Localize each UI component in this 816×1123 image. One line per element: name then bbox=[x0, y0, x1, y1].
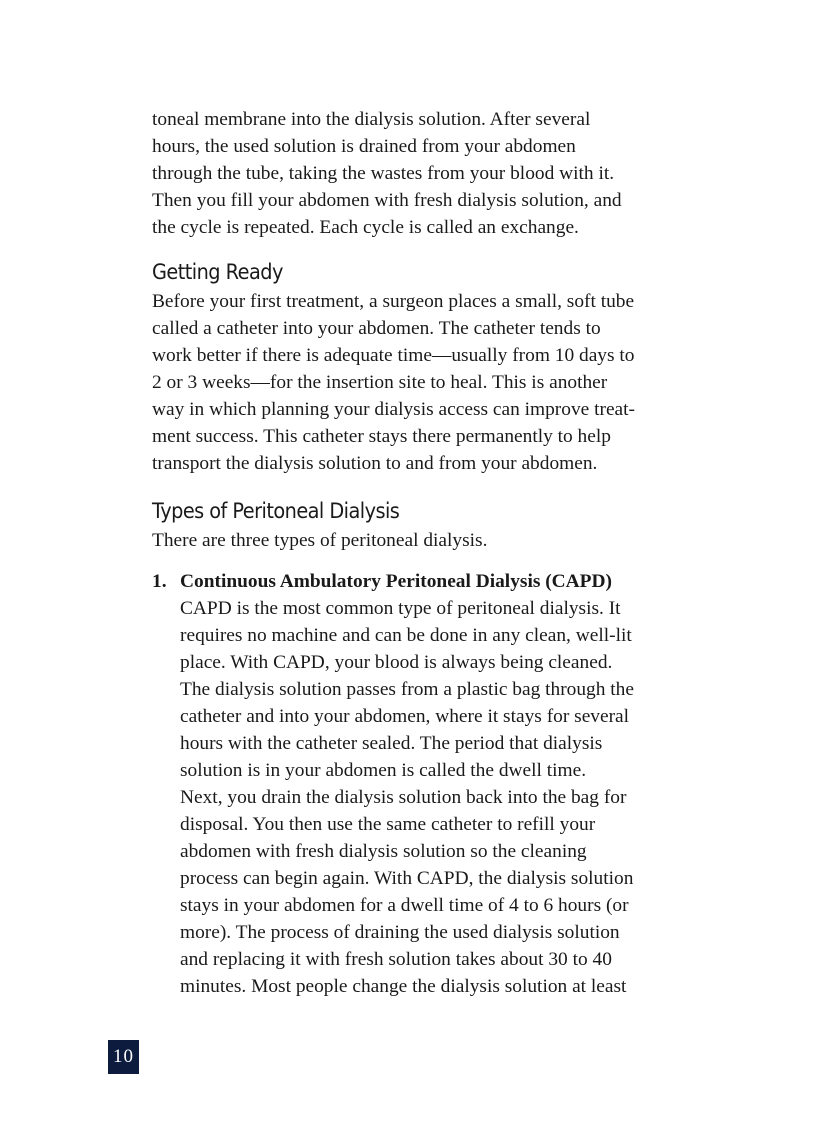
paragraph-line: and replacing it with fresh solution takes about 30 to 40 bbox=[180, 949, 612, 970]
getting-ready-paragraph bbox=[152, 288, 672, 477]
paragraph-line: Next, you drain the dialysis solution back into the bag for bbox=[180, 787, 627, 808]
paragraph-line: the cycle is repeated. Each cycle is called an exchange. bbox=[152, 217, 579, 238]
paragraph-line: stays in your abdomen for a dwell time of 4 to 6 hours (or bbox=[180, 895, 629, 916]
paragraph-line: The dialysis solution passes from a plastic bag through the bbox=[180, 679, 634, 700]
paragraph-line: called a catheter into your abdomen. The catheter tends to bbox=[152, 318, 601, 339]
paragraph-line: solution is in your abdomen is called the dwell time. bbox=[180, 760, 587, 781]
paragraph-line: requires no machine and can be done in any clean, well-lit bbox=[180, 625, 632, 646]
paragraph-line: hours, the used solution is drained from your abdomen bbox=[152, 136, 576, 157]
section-heading-types: Types of Peritoneal Dialysis bbox=[152, 499, 400, 523]
paragraph-line: transport the dialysis solution to and from your abdomen. bbox=[152, 453, 598, 474]
paragraph-line: place. With CAPD, your blood is always being cleaned. bbox=[180, 652, 613, 673]
paragraph-line: 2 or 3 weeks—for the insertion site to heal. This is another bbox=[152, 372, 608, 393]
paragraph-line: abdomen with fresh dialysis solution so the cleaning bbox=[180, 841, 587, 862]
list-item-body bbox=[180, 568, 672, 1000]
text-column bbox=[152, 106, 672, 1000]
types-intro bbox=[152, 527, 672, 554]
section-heading-getting-ready: Getting Ready bbox=[152, 260, 283, 284]
list-item-capd bbox=[152, 568, 672, 1000]
page-number-badge: 10 bbox=[108, 1040, 139, 1074]
paragraph-line: minutes. Most people change the dialysis solution at least bbox=[180, 976, 627, 997]
list-item-paragraph bbox=[180, 595, 672, 1000]
paragraph-line: through the tube, taking the wastes from your blood with it. bbox=[152, 163, 615, 184]
continuation-paragraph bbox=[152, 106, 672, 241]
paragraph-line: CAPD is the most common type of peritoneal dialysis. It bbox=[180, 598, 621, 619]
paragraph-line: ment success. This catheter stays there permanently to help bbox=[152, 426, 611, 447]
paragraph-line: disposal. You then use the same catheter to refill your bbox=[180, 814, 596, 835]
paragraph-line: way in which planning your dialysis access can improve treat- bbox=[152, 399, 636, 420]
numbered-list bbox=[152, 568, 672, 1000]
paragraph-line: Then you fill your abdomen with fresh dialysis solution, and bbox=[152, 190, 622, 211]
paragraph-line: more). The process of draining the used dialysis solution bbox=[180, 922, 620, 943]
paragraph-line: process can begin again. With CAPD, the dialysis solution bbox=[180, 868, 634, 889]
paragraph-line: Before your first treatment, a surgeon places a small, soft tube bbox=[152, 291, 635, 312]
paragraph-line: There are three types of peritoneal dialysis. bbox=[152, 530, 488, 551]
list-item-title: Continuous Ambulatory Peritoneal Dialysis (CAPD) bbox=[180, 571, 612, 592]
paragraph-line: hours with the catheter sealed. The period that dialysis bbox=[180, 733, 603, 754]
paragraph-line: work better if there is adequate time—usually from 10 days to bbox=[152, 345, 635, 366]
paragraph-line: toneal membrane into the dialysis solution. After several bbox=[152, 109, 591, 130]
paragraph-line: catheter and into your abdomen, where it stays for several bbox=[180, 706, 630, 727]
list-item-number: 1. bbox=[152, 571, 167, 592]
